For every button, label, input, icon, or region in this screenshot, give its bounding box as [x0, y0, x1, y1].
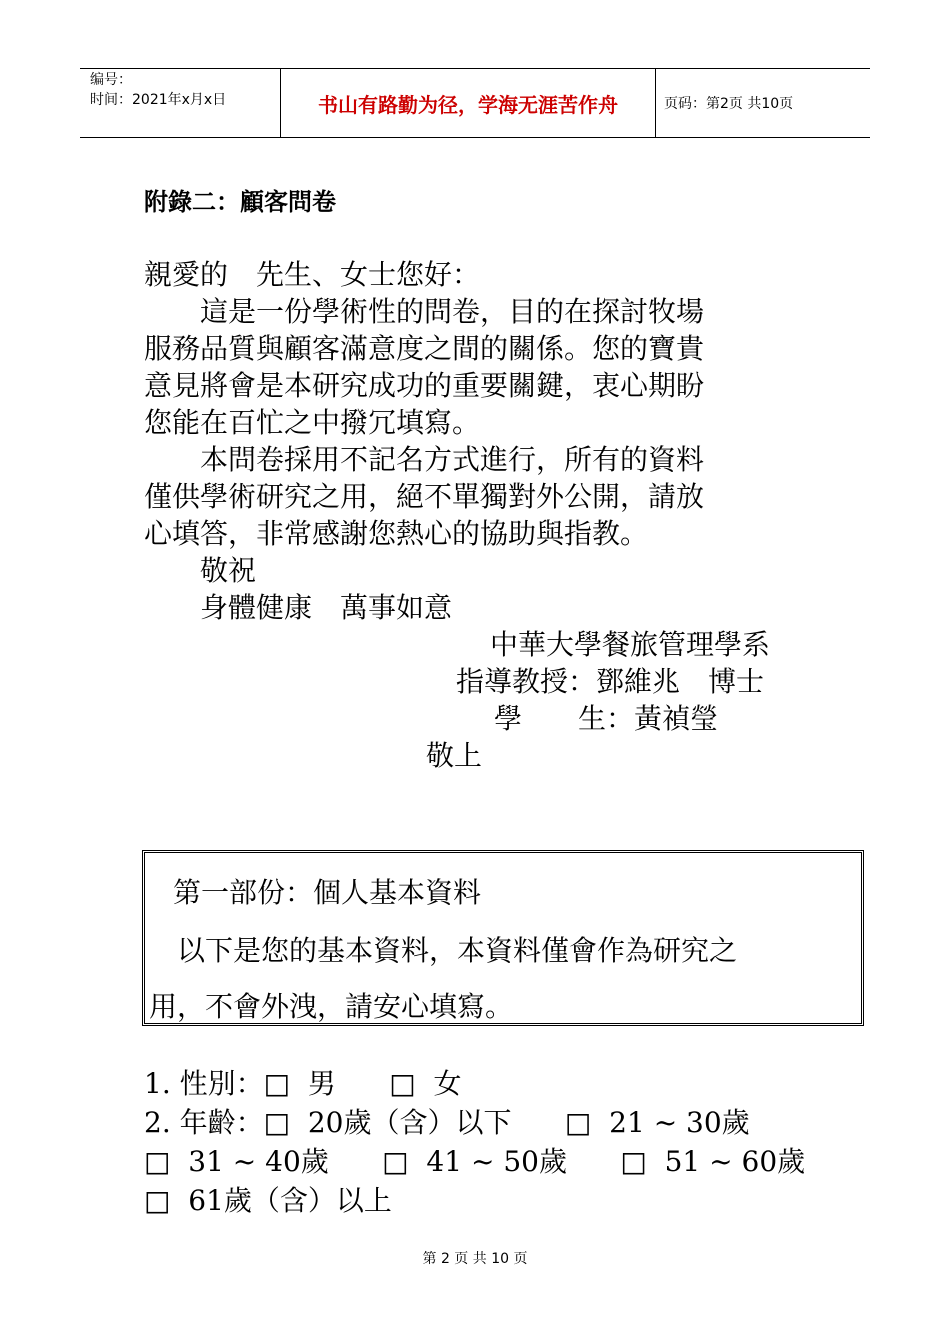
letter-line: 心填答，非常感謝您熱心的協助與指教。	[144, 517, 649, 550]
signature-student: 學 生：黃禎瑩	[494, 702, 719, 735]
signature-end: 敬上	[426, 739, 483, 772]
letter-line: 這是一份學術性的問卷，目的在探討牧場	[144, 295, 705, 328]
part1-box	[142, 850, 864, 1026]
letter-line: 意見將會是本研究成功的重要關鍵，衷心期盼	[144, 369, 705, 402]
header-page-info: 页码：第2页 共10页	[664, 96, 794, 112]
part1-intro: 以下是您的基本資料，本資料僅會作為研究之	[149, 934, 738, 967]
question-age-options[interactable]: □ 31 ~ 40歲 □ 41 ~ 50歲 □ 51 ~ 60歲	[144, 1145, 806, 1178]
question-gender[interactable]: 1. 性別：□ 男 □ 女	[144, 1067, 462, 1100]
date-label: 时间：2021年x月x日	[90, 92, 227, 108]
question-age-options[interactable]: □ 61歲（含）以上	[144, 1184, 392, 1217]
header-meta	[80, 69, 280, 137]
appendix-title: 附錄二：顧客問卷	[144, 188, 336, 216]
letter-closing: 身體健康 萬事如意	[144, 591, 453, 624]
letter-line: 僅供學術研究之用，絕不單獨對外公開，請放	[144, 480, 705, 513]
letter-line: 您能在百忙之中撥冗填寫。	[144, 406, 481, 439]
signature-professor: 指導教授：鄧維兆 博士	[456, 665, 765, 698]
page-footer: 第 2 页 共 10 页	[422, 1251, 528, 1267]
part1-intro: 用，不會外洩，請安心填寫。	[149, 990, 514, 1023]
signature-department: 中華大學餐旅管理學系	[490, 628, 771, 661]
question-age[interactable]: 2. 年齡：□ 20歲（含）以下 □ 21 ~ 30歲	[144, 1106, 750, 1139]
letter-greeting: 親愛的 先生、女士您好：	[144, 258, 481, 291]
letter-line: 服務品質與顧客滿意度之間的關係。您的寶貴	[144, 332, 705, 365]
part1-heading: 第一部份：個人基本資料	[173, 876, 482, 909]
number-label: 编号：	[90, 72, 132, 88]
letter-closing: 敬祝	[144, 554, 257, 587]
letter-line: 本問卷採用不記名方式進行，所有的資料	[144, 443, 705, 476]
page-header	[80, 68, 870, 138]
header-motto: 书山有路勤为径，学海无涯苦作舟	[280, 69, 656, 137]
